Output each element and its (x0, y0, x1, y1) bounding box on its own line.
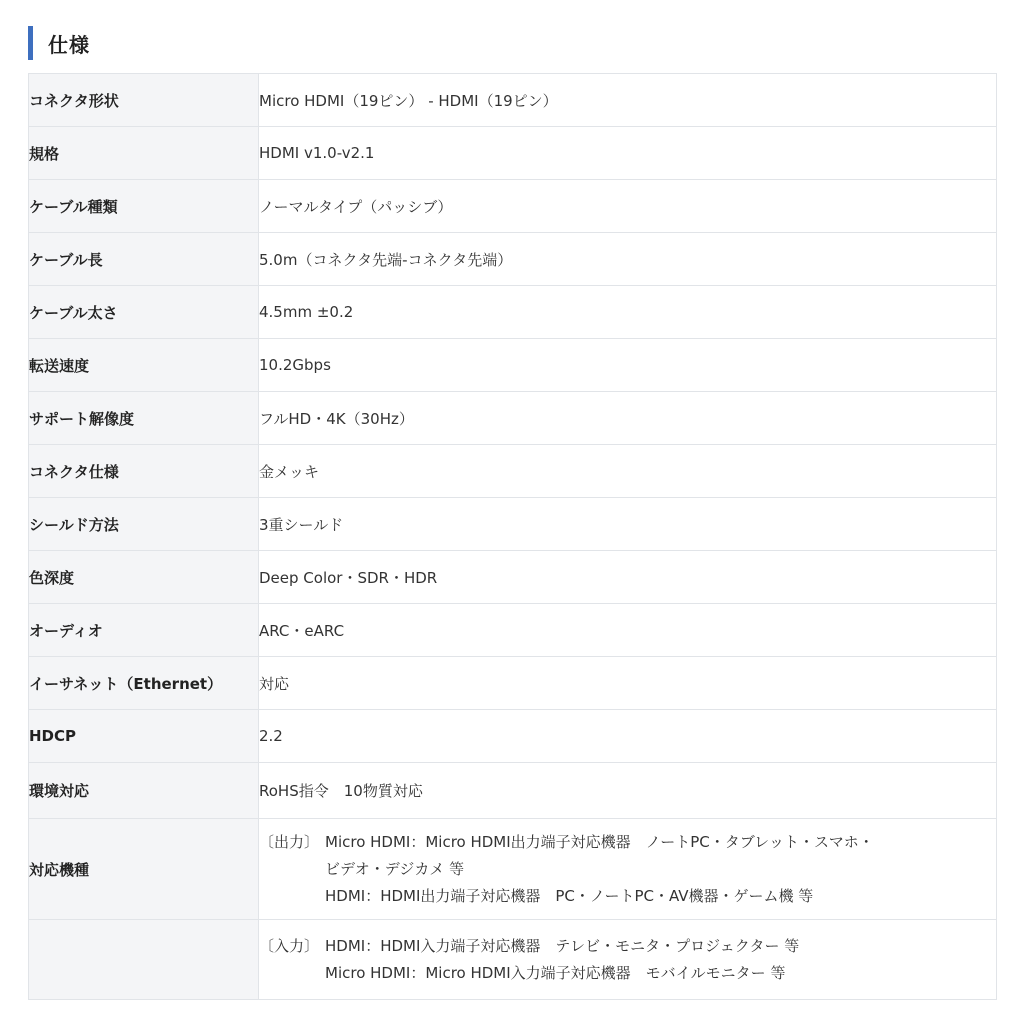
row-label: シールド方法 (29, 498, 259, 551)
compat-input-line: Micro HDMI：Micro HDMI入力端子対応機器 モバイルモニター 等 (325, 963, 786, 982)
row-label: 規格 (29, 127, 259, 180)
table-row (29, 710, 997, 763)
table-row (29, 445, 997, 498)
table-row (29, 604, 997, 657)
row-value: 対応 (259, 657, 997, 710)
spec-table (28, 73, 997, 1000)
compat-input-line: HDMI：HDMI入力端子対応機器 テレビ・モニタ・プロジェクター 等 (325, 936, 800, 955)
row-value: 5.0m（コネクタ先端-コネクタ先端） (259, 233, 997, 286)
row-value: RoHS指令 10物質対応 (259, 763, 997, 819)
row-label: 色深度 (29, 551, 259, 604)
compat-output-line: HDMI：HDMI出力端子対応機器 PC・ノートPC・AV機器・ゲーム機 等 (325, 886, 814, 905)
table-row (29, 763, 997, 819)
compat-output-value (259, 819, 997, 920)
row-label: ケーブル種類 (29, 180, 259, 233)
table-row (29, 127, 997, 180)
row-value: Deep Color・SDR・HDR (259, 551, 997, 604)
row-value: Micro HDMI（19ピン） - HDMI（19ピン） (259, 74, 997, 127)
row-label: サポート解像度 (29, 392, 259, 445)
row-label: コネクタ仕様 (29, 445, 259, 498)
row-value: フルHD・4K（30Hz） (259, 392, 997, 445)
compat-input-value (259, 920, 997, 1000)
compat-output-line: Micro HDMI：Micro HDMI出力端子対応機器 ノートPC・タブレット・スマホ・ (325, 832, 874, 851)
table-row (29, 551, 997, 604)
table-row (29, 74, 997, 127)
row-value: 10.2Gbps (259, 339, 997, 392)
row-label: HDCP (29, 710, 259, 763)
compat-output-line: ビデオ・デジカメ 等 (325, 859, 465, 878)
row-value: 2.2 (259, 710, 997, 763)
input-prefix: 〔入力〕 (259, 936, 320, 955)
row-value: 4.5mm ±0.2 (259, 286, 997, 339)
row-label-empty (29, 920, 259, 1000)
table-row-compat-output (29, 819, 997, 920)
row-value: 3重シールド (259, 498, 997, 551)
table-row (29, 339, 997, 392)
table-row (29, 657, 997, 710)
row-label: ケーブル太さ (29, 286, 259, 339)
table-row (29, 233, 997, 286)
row-value: ノーマルタイプ（パッシブ） (259, 180, 997, 233)
output-prefix: 〔出力〕 (259, 832, 320, 851)
row-value: 金メッキ (259, 445, 997, 498)
table-row (29, 180, 997, 233)
table-row-compat-input (29, 920, 997, 1000)
row-label: ケーブル長 (29, 233, 259, 286)
section-title: 仕様 (48, 32, 90, 57)
row-value: ARC・eARC (259, 604, 997, 657)
table-row (29, 498, 997, 551)
row-label: コネクタ形状 (29, 74, 259, 127)
row-label: オーディオ (29, 604, 259, 657)
row-label: 対応機種 (29, 819, 259, 920)
row-label: 転送速度 (29, 339, 259, 392)
row-label: イーサネット（Ethernet） (29, 657, 259, 710)
section-heading (28, 26, 90, 60)
row-value: HDMI v1.0-v2.1 (259, 127, 997, 180)
heading-accent-bar (28, 26, 33, 60)
table-row (29, 392, 997, 445)
row-label: 環境対応 (29, 763, 259, 819)
table-row (29, 286, 997, 339)
